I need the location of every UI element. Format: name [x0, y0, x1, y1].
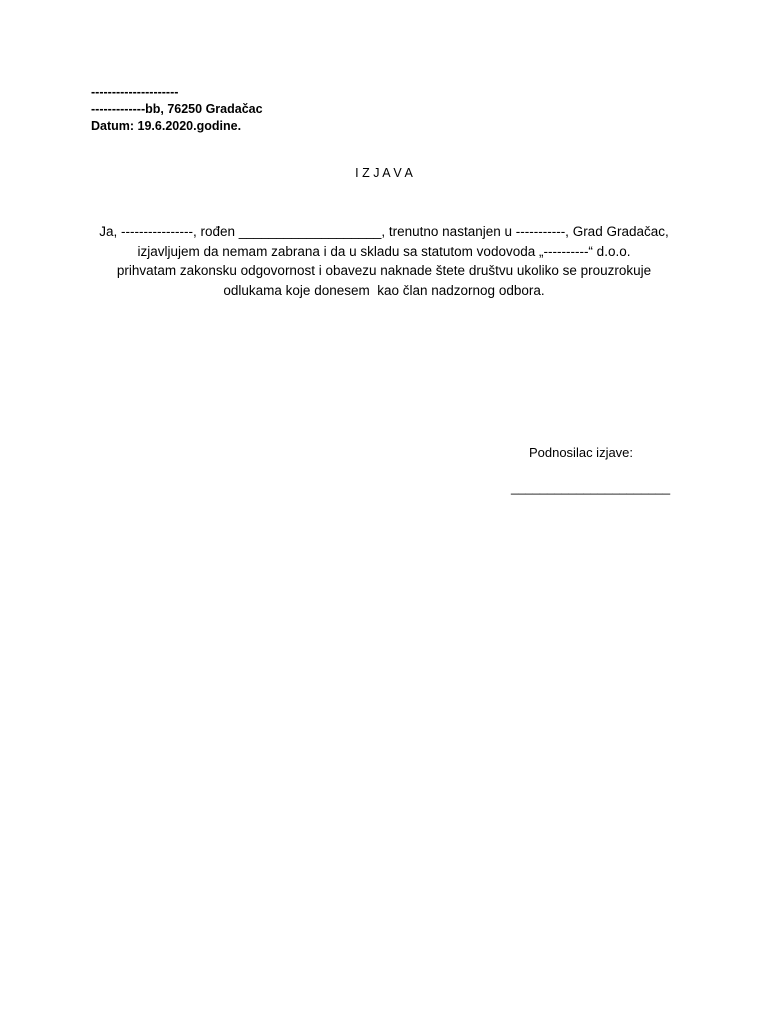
document-date: Datum: 19.6.2020.godine.	[91, 119, 242, 133]
statement-line-3: prihvatam zakonsku odgovornost i obavezu naknade štete društvu ukoliko se prouzrokuje	[116, 263, 652, 278]
sender-header	[91, 84, 263, 135]
signature-label: Podnosilac izjave:	[528, 445, 634, 460]
document-title: I Z J A V A	[355, 166, 413, 180]
signature-line: ______________________	[511, 480, 671, 495]
statement-line-4: odlukama koje donesem kao član nadzornog odbora.	[223, 282, 545, 298]
sender-address: -------------bb, 76250 Gradačac	[91, 102, 263, 116]
sender-name-placeholder: ---------------------	[91, 85, 179, 99]
statement-body	[70, 222, 698, 300]
statement-line-1: Ja, ----------------, rođen ___________________, trenutno nastanjen u -----------, Grad Gradačac,	[99, 224, 669, 239]
statement-line-2: izjavljujem da nemam zabrana i da u skladu sa statutom vodovoda „----------“ d.o.o.	[137, 243, 631, 259]
